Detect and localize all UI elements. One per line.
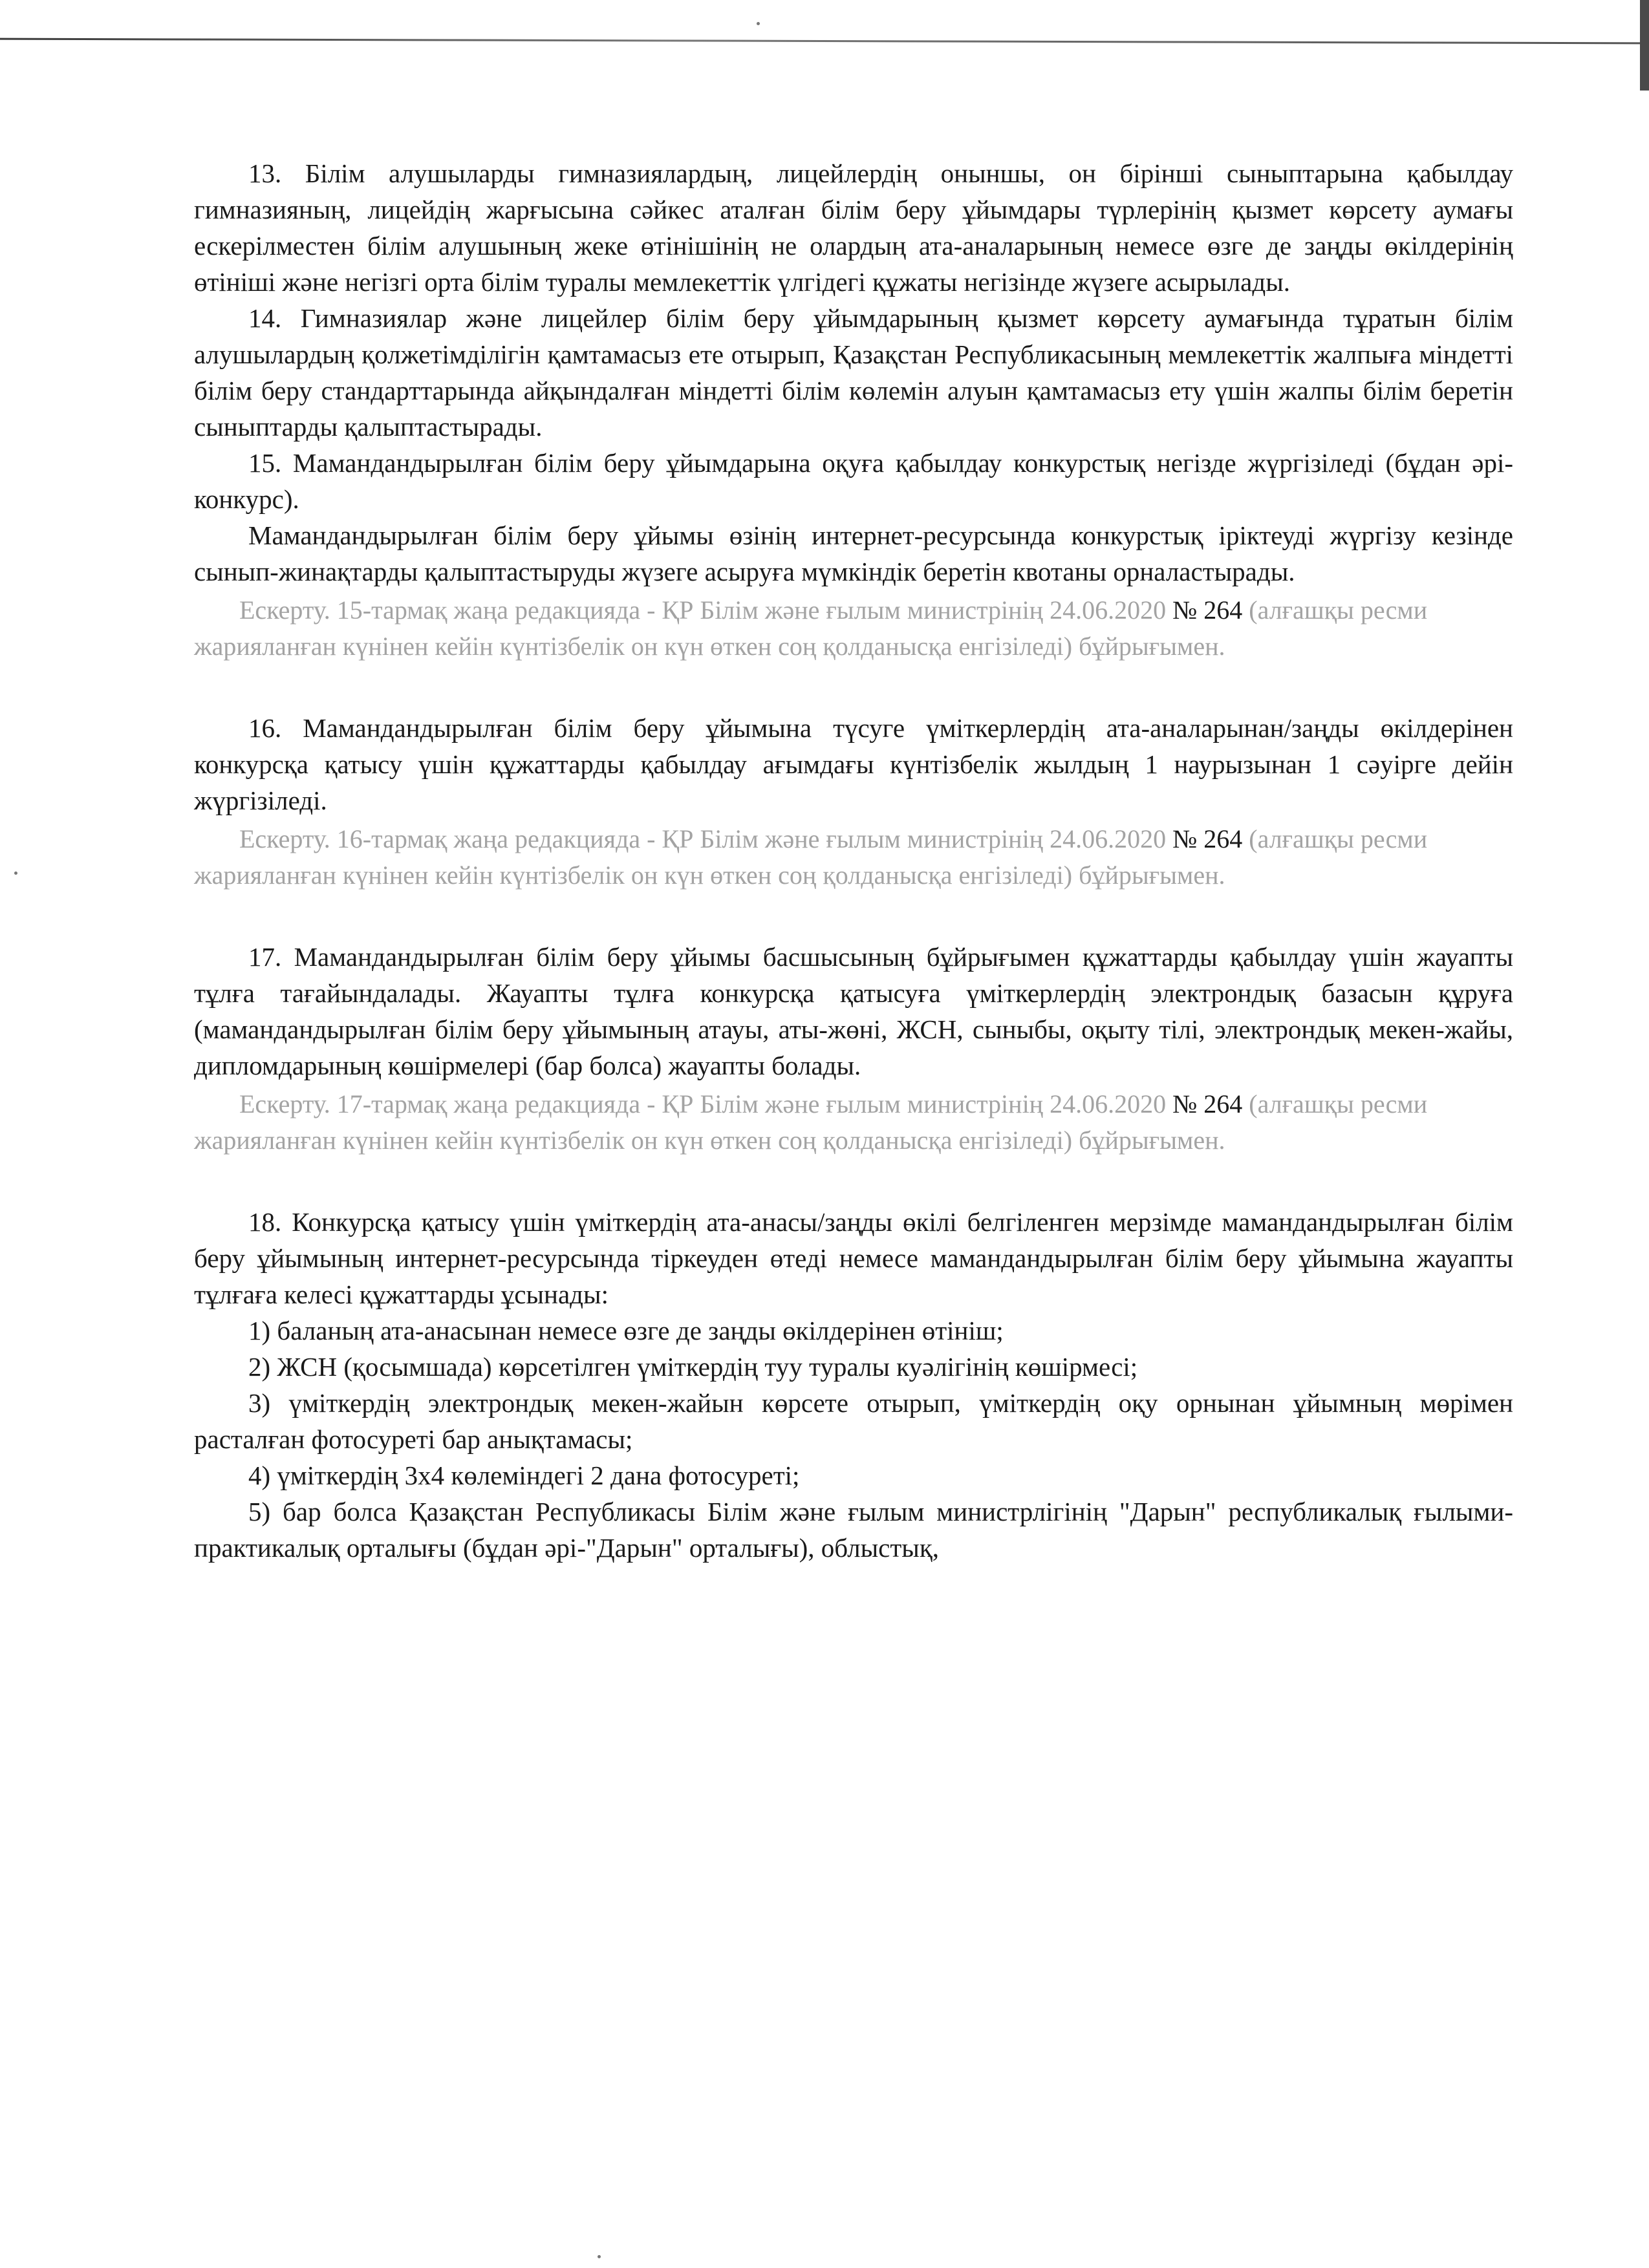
scan-speck: [757, 22, 760, 25]
amendment-note-17: [194, 1086, 1513, 1159]
paragraph-13: 13. Білім алушыларды гимназиялардың, лицейлердің оныншы, он бірінші сыныптарына қабылдау гимназияның, лицейдің жарғысына сәйкес аталған білім беру ұйымдары түрлерінің қызмет көрсету аумағы ескерілместен білім алушының жеке өтінішінің не олардың ата-аналарының немесе өзге де заңды өкілдерінің өтініші және негізгі орта білім туралы мемлекеттік үлгідегі құжаты негізінде жүзеге асырылады.: [194, 158, 1513, 297]
order-number-link[interactable]: № 264: [1172, 1089, 1243, 1118]
list-item-2: 2) ЖСН (қосымшада) көрсетілген үміткердің туу туралы куәлігінің көшірмесі;: [248, 1352, 1138, 1382]
note-text: (алғашқы ресми жарияланған күнінен кейін күнтізбелік он күн өткен соң қолданысқа енгізіледі) бұйрығымен.: [194, 824, 1428, 890]
spacer: [194, 665, 1513, 710]
note-text: Ескерту. 15-тармақ жаңа редакцияда - ҚР Білім және ғылым министрінің 24.06.2020: [239, 595, 1173, 625]
paragraph-16: 16. Мамандандырылған білім беру ұйымына түсуге үміткерлердің ата-аналарынан/заңды өкілдерінен конкурсқа қатысу үшін құжаттарды қабылдау ағымдағы күнтізбелік жылдың 1 наурызынан 1 сәуірге дейін жүргізіледі.: [194, 713, 1513, 815]
document-page: [194, 155, 1513, 1566]
spacer: [194, 893, 1513, 939]
order-number-link[interactable]: № 264: [1172, 824, 1243, 853]
paragraph-15-quota: Мамандандырылған білім беру ұйымы өзінің интернет-ресурсында конкурстық іріктеуді жүргізу кезінде сынып-жинақтарды қалыптастыруды жүзеге асыруға мүмкіндік беретін квотаны орналастырады.: [194, 520, 1513, 586]
scan-top-edge: [0, 38, 1649, 45]
order-number-link[interactable]: № 264: [1172, 595, 1243, 625]
list-item-1: 1) баланың ата-анасынан немесе өзге де заңды өкілдерінен өтініш;: [248, 1316, 1004, 1345]
note-text: (алғашқы ресми жарияланған күнінен кейін күнтізбелік он күн өткен соң қолданысқа енгізіледі) бұйрығымен.: [194, 1089, 1428, 1155]
paragraph-18: 18. Конкурсқа қатысу үшін үміткердің ата-анасы/заңды өкілі белгіленген мерзімде мамандандырылған білім беру ұйымының интернет-ресурсында тіркеуден өтеді немесе мамандандырылған білім беру ұйымына жауапты тұлғаға келесі құжаттарды ұсынады:: [194, 1207, 1513, 1309]
scan-speck: [598, 2255, 601, 2258]
note-text: (алғашқы ресми жарияланған күнінен кейін күнтізбелік он күн өткен соң қолданысқа енгізіледі) бұйрығымен.: [194, 595, 1428, 661]
amendment-note-15: [194, 592, 1513, 665]
paragraph-14: 14. Гимназиялар және лицейлер білім беру ұйымдарының қызмет көрсету аумағында тұратын білім алушылардың қолжетімділігін қамтамасыз ете отырып, Қазақстан Республикасының мемлекеттік жалпыға міндетті білім беру стандарттарында айқындалған міндетті білім көлемін алуын қамтамасыз ету үшін жалпы білім беретін сыныптарды қалыптастырады.: [194, 303, 1513, 442]
list-item-3: 3) үміткердің электрондық мекен-жайын көрсете отырып, үміткердің оқу орнынан ұйымның мөрімен расталған фотосуреті бар анықтамасы;: [194, 1388, 1513, 1454]
list-item-4: 4) үміткердің 3х4 көлеміндегі 2 дана фотосуреті;: [248, 1460, 800, 1490]
list-item-5: 5) бар болса Қазақстан Республикасы Білім және ғылым министрлігінің "Дарын" республикалық ғылыми-практикалық орталығы (бұдан әрі-"Дарын" орталығы), облыстық,: [194, 1497, 1513, 1563]
note-text: Ескерту. 16-тармақ жаңа редакцияда - ҚР Білім және ғылым министрінің 24.06.2020: [239, 824, 1173, 853]
amendment-note-16: [194, 821, 1513, 893]
paragraph-17: 17. Мамандандырылған білім беру ұйымы басшысының бұйрығымен құжаттарды қабылдау үшін жауапты тұлға тағайындалады. Жауапты тұлға конкурсқа қатысуға үміткерлердің электрондық базасын құруға (мамандандырылған білім беру ұйымының атауы, аты-жөні, ЖСН, сыныбы, оқыту тілі, электрондық мекен-жайы, дипломдарының көшірмелері (бар болса) жауапты болады.: [194, 942, 1513, 1080]
note-text: Ескерту. 17-тармақ жаңа редакцияда - ҚР Білім және ғылым министрінің 24.06.2020: [239, 1089, 1173, 1118]
scan-corner-shadow: [1640, 0, 1649, 91]
scan-speck: [14, 872, 17, 875]
spacer: [194, 1159, 1513, 1204]
paragraph-15: 15. Мамандандырылған білім беру ұйымдарына оқуға қабылдау конкурстық негізде жүргізіледі (бұдан әрі-конкурс).: [194, 448, 1513, 514]
